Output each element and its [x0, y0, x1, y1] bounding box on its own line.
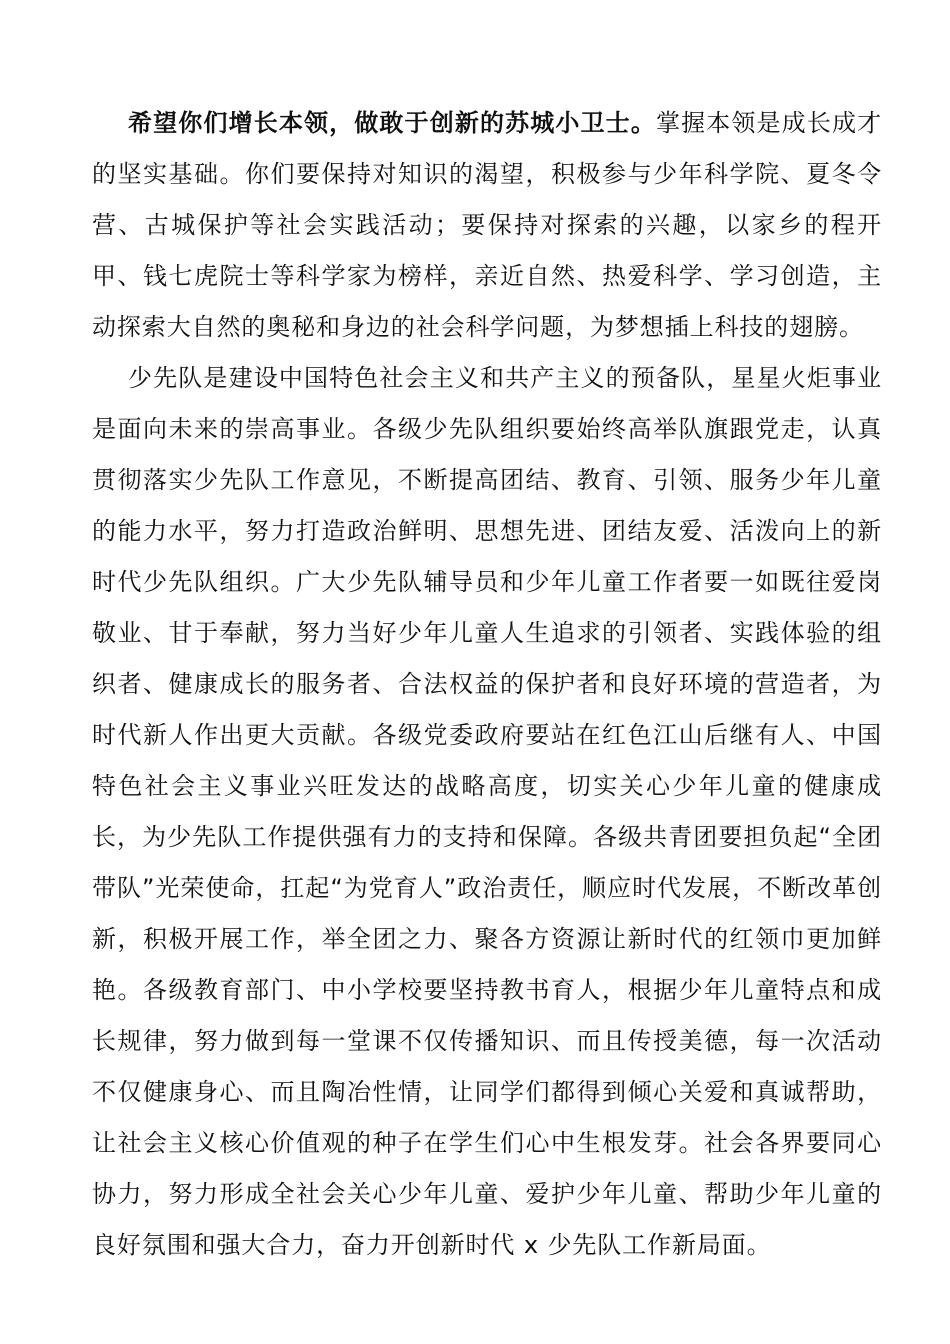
paragraph-1	[92, 98, 882, 353]
document-page	[92, 98, 882, 1271]
paragraph-2-body: 少先队是建设中国特色社会主义和共产主义的预备队，星星火炬事业是面向未来的崇高事业。各级少先队组织要始终高举队旗跟党走，认真贯彻落实少先队工作意见，不断提高团结、教育、引领、服务少年儿童的能力水平，努力打造政治鲜明、思想先进、团结友爱、活泼向上的新时代少先队组织。广大少先队辅导员和少年儿童工作者要一如既往爱岗敬业、甘于奉献，努力当好少年儿童人生追求的引领者、实践体验的组织者、健康成长的服务者、合法权益的保护者和良好环境的营造者，为时代新人作出更大贡献。各级党委政府要站在红色江山后继有人、中国特色社会主义事业兴旺发达的战略高度，切实关心少年儿童的健康成长，为少先队工作提供强有力的支持和保障。各级共青团要担负起“全团带队”光荣使命，扛起“为党育人”政治责任，顺应时代发展，不断改革创新，积极开展工作，举全团之力、聚各方资源让新时代的红领巾更加鲜艳。各级教育部门、中小学校要坚持教书育人，根据少年儿童特点和成长规律，努力做到每一堂课不仅传播知识、而且传授美德，每一次活动不仅健康身心、而且陶冶性情，让同学们都得到倾心关爱和真诚帮助，让社会主义核心价值观的种子在学生们心中生根发芽。社会各界要同心协力，努力形成全社会关心少年儿童、爱护少年儿童、帮助少年儿童的良好氛围和强大合力，奋力开创新时代 x 少先队工作新局面。	[92, 364, 882, 1259]
paragraph-1-body: 掌握本领是成长成才的坚实基础。你们要保持对知识的渴望，积极参与少年科学院、夏冬令营、古城保护等社会实践活动；要保持对探索的兴趣，以家乡的程开甲、钱七虎院士等科学家为榜样，亲近自然、热爱科学、学习创造，主动探索大自然的奥秘和身边的社会科学问题，为梦想插上科技的翅膀。	[92, 109, 882, 341]
paragraph-2	[92, 353, 882, 1271]
paragraph-1-lead: 希望你们增长本领，做敢于创新的苏城小卫士。	[128, 109, 656, 137]
